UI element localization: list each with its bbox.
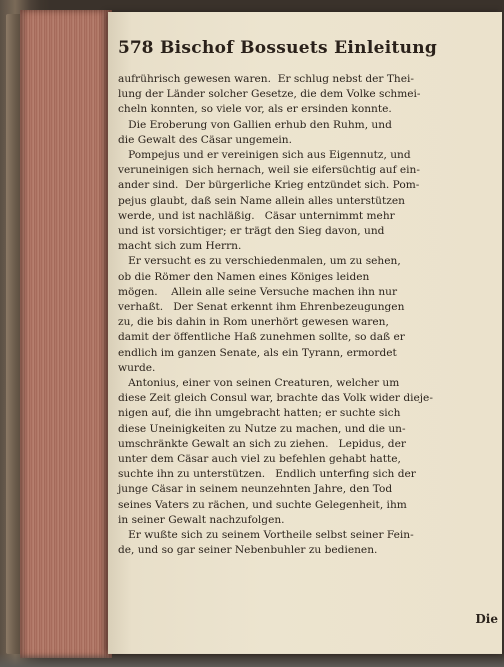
page-number: 578	[118, 38, 154, 58]
text-line: nigen auf, die ihn umgebracht hatten; er suchte sich	[118, 407, 401, 420]
text-line: Er wußte sich zu seinem Vortheile selbst seiner Fein-	[118, 529, 414, 542]
text-line: macht sich zum Herrn.	[118, 240, 242, 253]
text-line: wurde.	[118, 361, 156, 374]
text-line: cheln konnten, so viele vor, als er ersinden konnte.	[118, 103, 392, 116]
photo-shadow	[0, 653, 504, 667]
text-line: zu, die bis dahin in Rom unerhört gewesen waren,	[118, 316, 389, 329]
text-line: werde, und ist nachläßig. Cäsar unternimmt mehr	[118, 209, 395, 222]
text-line: damit der öffentliche Haß zunehmen sollte, so daß er	[118, 331, 405, 344]
text-line: endlich im ganzen Senate, als ein Tyrann, ermordet	[118, 346, 397, 359]
text-line: ander sind. Der bürgerliche Krieg entzündet sich. Pom-	[118, 179, 420, 192]
text-line: verhaßt. Der Senat erkennt ihm Ehrenbezeugungen	[118, 301, 405, 314]
book-page	[108, 12, 502, 654]
body-text	[118, 72, 494, 559]
text-line: und ist vorsichtiger; er trägt den Sieg davon, und	[118, 225, 385, 238]
text-line: aufrührisch gewesen waren. Er schlug nebst der Thei-	[118, 73, 414, 85]
text-line: seines Vaters zu rächen, und suchte Gelegenheit, ihm	[118, 498, 407, 511]
text-line: Die Eroberung von Gallien erhub den Ruhm, und	[118, 118, 392, 131]
running-head: Bischof Bossuets Einleitung	[160, 38, 438, 58]
catchword: Die	[475, 612, 498, 626]
text-line: junge Cäsar in seinem neunzehnten Jahre, den Tod	[118, 483, 393, 496]
text-line: ob die Römer den Namen eines Königes leiden	[118, 270, 370, 283]
text-line: Antonius, einer von seinen Creaturen, welcher um	[118, 377, 400, 390]
text-line: pejus glaubt, daß sein Name allein alles unterstützen	[118, 194, 405, 207]
text-line: die Gewalt des Cäsar ungemein.	[118, 133, 292, 146]
text-line: umschränkte Gewalt an sich zu ziehen. Lepidus, der	[118, 437, 406, 450]
text-line: mögen. Allein alle seine Versuche machen ihn nur	[118, 285, 398, 298]
text-line: suchte ihn zu unterstützen. Endlich unterfing sich der	[118, 468, 416, 481]
text-line: diese Zeit gleich Consul war, brachte das Volk wider dieje-	[118, 392, 433, 405]
text-line: de, und so gar seiner Nebenbuhler zu bedienen.	[118, 544, 378, 557]
text-line: lung der Länder solcher Gesetze, die dem Volke schmei-	[118, 88, 421, 101]
text-line: diese Uneinigkeiten zu Nutze zu machen, und die un-	[118, 422, 406, 435]
text-line: veruneinigen sich hernach, weil sie eifersüchtig auf ein-	[118, 164, 420, 177]
page-edges	[20, 10, 112, 658]
text-line: unter dem Cäsar auch viel zu befehlen gehabt hatte,	[118, 453, 401, 466]
text-line: in seiner Gewalt nachzufolgen.	[118, 513, 285, 526]
text-line: Er versucht es zu verschiedenmalen, um zu sehen,	[118, 255, 401, 268]
text-line: Pompejus und er vereinigen sich aus Eigennutz, und	[118, 149, 411, 162]
